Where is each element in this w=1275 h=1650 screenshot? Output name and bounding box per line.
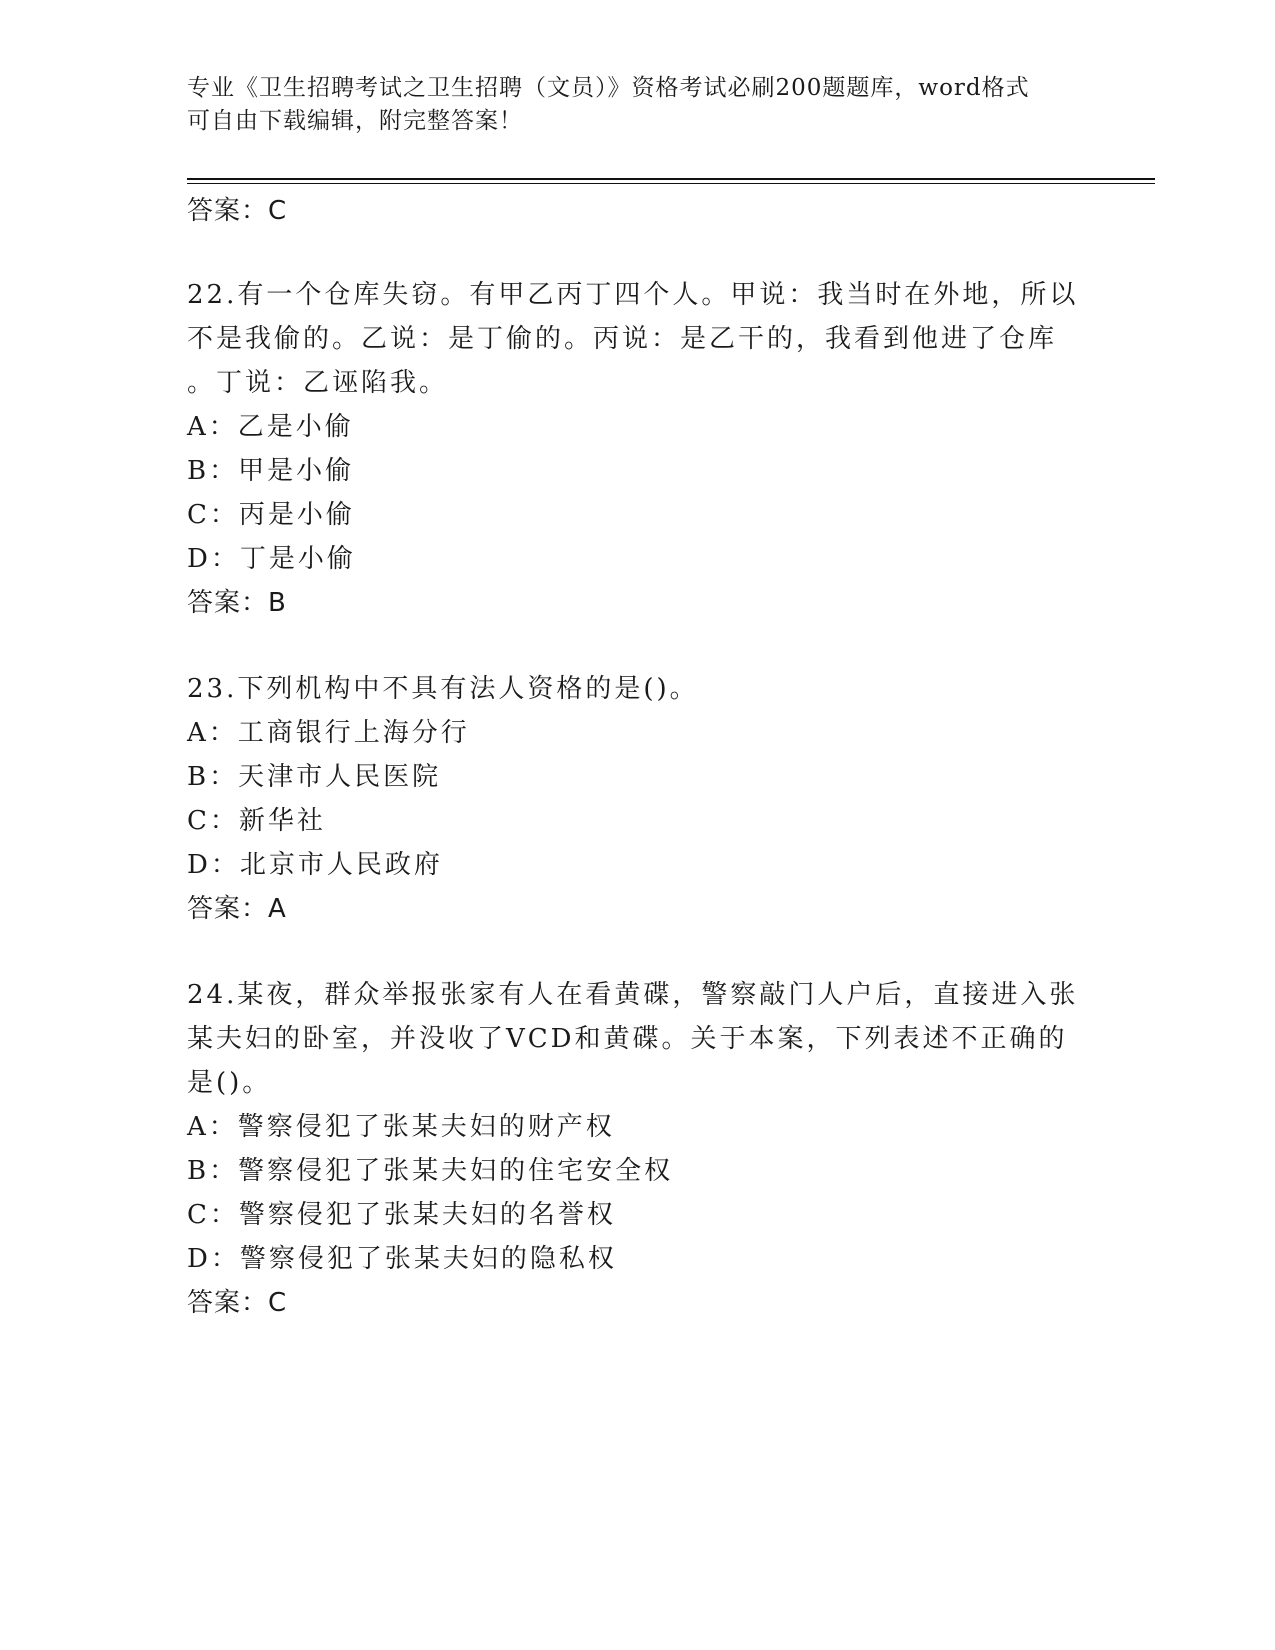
- question-24-option-d: D：警察侵犯了张某夫妇的隐私权: [187, 1244, 617, 1274]
- question-22-answer: 答案：B: [187, 588, 287, 618]
- question-24-answer: 答案：C: [187, 1288, 288, 1318]
- question-23-stem-line-1: 23.下列机构中不具有法人资格的是()。: [187, 674, 699, 704]
- question-22-option-b: B：甲是小偷: [187, 456, 355, 486]
- question-22-stem-line-2: 不是我偷的。乙说：是丁偷的。丙说：是乙干的，我看到他进了仓库: [187, 324, 1058, 354]
- question-23-answer: 答案：A: [187, 894, 287, 924]
- question-22-option-a: A：乙是小偷: [187, 412, 354, 442]
- question-22-option-c: C：丙是小偷: [187, 500, 355, 530]
- question-24-option-a: A：警察侵犯了张某夫妇的财产权: [187, 1112, 615, 1142]
- header-line-1: 专业《卫生招聘考试之卫生招聘（文员）》资格考试必刷200题题库，word格式: [187, 75, 1030, 101]
- question-23-option-a: A：工商银行上海分行: [187, 718, 470, 748]
- header-line-2: 可自由下载编辑，附完整答案！: [187, 108, 523, 134]
- header-rule-thin: [187, 183, 1155, 184]
- question-23-option-c: C：新华社: [187, 806, 326, 836]
- header-rule-thick: [187, 178, 1155, 180]
- question-24-stem-line-3: 是()。: [187, 1068, 272, 1098]
- question-22-stem-line-3: 。丁说：乙诬陷我。: [187, 368, 449, 398]
- document-header: [187, 72, 1087, 138]
- question-23-option-d: D：北京市人民政府: [187, 850, 443, 880]
- question-24-stem-line-2: 某夫妇的卧室，并没收了VCD和黄碟。关于本案，下列表述不正确的: [187, 1024, 1068, 1054]
- question-22-stem-line-1: 22.有一个仓库失窃。有甲乙丙丁四个人。甲说：我当时在外地，所以: [187, 280, 1079, 310]
- question-24-stem-line-1: 24.某夜，群众举报张家有人在看黄碟，警察敲门人户后，直接进入张: [187, 980, 1079, 1010]
- answer-21: 答案：C: [187, 196, 288, 226]
- question-24-option-b: B：警察侵犯了张某夫妇的住宅安全权: [187, 1156, 674, 1186]
- question-24-option-c: C：警察侵犯了张某夫妇的名誉权: [187, 1200, 616, 1230]
- question-23-option-b: B：天津市人民医院: [187, 762, 442, 792]
- question-22-option-d: D：丁是小偷: [187, 544, 356, 574]
